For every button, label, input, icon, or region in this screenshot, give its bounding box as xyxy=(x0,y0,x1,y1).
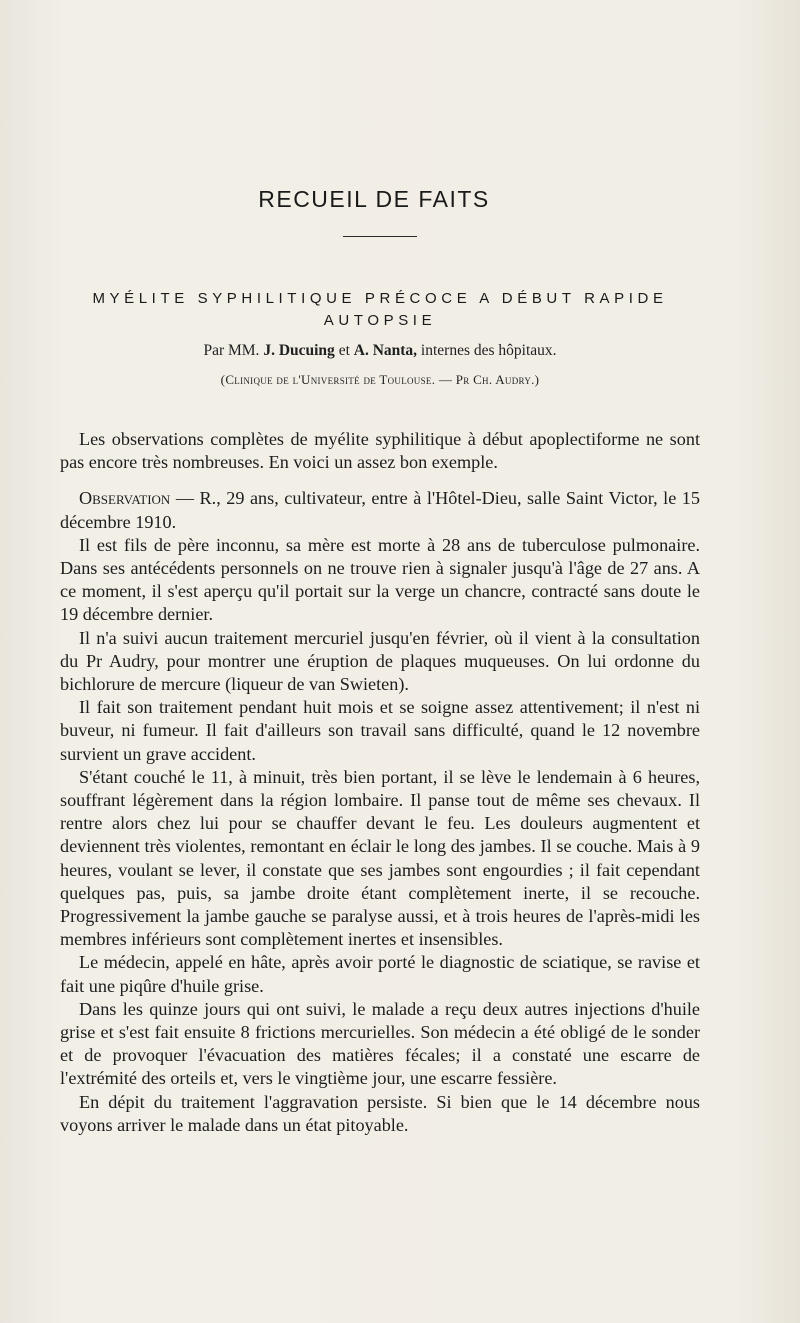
observation-text: — R., 29 ans, cultivateur, entre à l'Hôtel-Dieu, salle Saint Victor, le 15 décembre 1910. xyxy=(60,488,700,532)
article-title xyxy=(60,288,700,332)
authors-join: et xyxy=(338,342,350,359)
paragraph-history: Il est fils de père inconnu, sa mère est morte à 28 ans de tuberculose pulmonaire. Dans ses antécédents personnels on ne trouve rien à signaler jusqu'à l'âge de 27 ans. A ce moment, il s'est aperçu qu'il portait sur la verge un chancre, contracté sans doute le 19 décembre dernier. xyxy=(60,534,700,625)
paragraph-treatment: Il n'a suivi aucun traitement mercuriel jusqu'en février, où il vient à la consultation du Pr Audry, pour montrer une éruption de plaques muqueuses. On lui ordonne du bichlorure de mercure (liqueur de van Swieten). xyxy=(60,627,700,695)
clinic-close-paren: ) xyxy=(534,372,540,387)
author-nanta: A. Nanta, xyxy=(353,342,418,359)
clinic-chief: Pr Ch. Audry. xyxy=(455,372,535,387)
article-title-line-2: AUTOPSIE xyxy=(323,312,437,329)
clinic-line xyxy=(60,372,700,388)
paragraph-onset: S'étant couché le 11, à minuit, très bien portant, il se lève le lendemain à 6 heures, souffrant légèrement dans la région lombaire. Il panse tout de même ses chevaux. Il rentre alors chez lui pour se chauffer devant le feu. Les douleurs augmentent et deviennent très violentes, remontant en éclair le long des jambes. Il se couche. Mais à 9 heures, voulant se lever, il constate que ses jambes sont engourdies ; il fait cependant quelques pas, puis, sa jambe droite étant complètement inerte, il se recouche. Progressivement la jambe gauche se paralyse aussi, et à trois heures de l'après-midi les membres inférieurs sont complètement inertes et insensibles. xyxy=(60,766,700,950)
paragraph-injections: Dans les quinze jours qui ont suivi, le malade a reçu deux autres injections d'huile grise et s'est fait ensuite 8 frictions mercurielles. Son médecin a été obligé de le sonder et de provoquer l'évacuation des matières fécales; il a constaté une escarre de l'extrémité des orteils et, vers le vingtième jour, une escarre fessière. xyxy=(60,998,700,1089)
observation-paragraph xyxy=(60,487,700,533)
author-ducuing: J. Ducuing xyxy=(263,342,335,359)
clinic-name: Clinique de l'Université de Toulouse. xyxy=(225,372,436,387)
paragraph-doctor: Le médecin, appelé en hâte, après avoir porté le diagnostic de sciatique, se ravise et fait une piqûre d'huile grise. xyxy=(60,952,700,996)
clinic-open-paren: ( xyxy=(220,372,226,387)
paragraph-admission: En dépit du traitement l'aggravation persiste. Si bien que le 14 décembre nous voyons arriver le malade dans un état pitoyable. xyxy=(60,1091,700,1135)
observation-label: Observation xyxy=(79,488,171,509)
authors-prefix: Par MM. xyxy=(203,342,260,359)
article-title-line-1: MYÉLITE SYPHILITIQUE PRÉCOCE A DÉBUT RAPIDE xyxy=(92,290,668,307)
paragraph-followup: Il fait son traitement pendant huit mois et se soigne assez attentivement; il n'est ni buveur, ni fumeur. Il fait d'ailleurs son travail sans difficulté, quand le 12 novembre survient un grave accident. xyxy=(60,697,700,764)
authors-suffix: internes des hôpitaux. xyxy=(420,342,557,359)
section-heading: RECUEIL DE FAITS xyxy=(258,186,490,212)
intro-paragraph: Les observations complètes de myélite syphilitique à début apoplectiforme ne sont pas encore très nombreuses. En voici un assez bon exemple. xyxy=(60,429,700,473)
authors-line xyxy=(60,342,700,360)
clinic-separator: — xyxy=(438,372,453,387)
heading-rule xyxy=(343,236,417,237)
article-body xyxy=(60,428,700,1137)
